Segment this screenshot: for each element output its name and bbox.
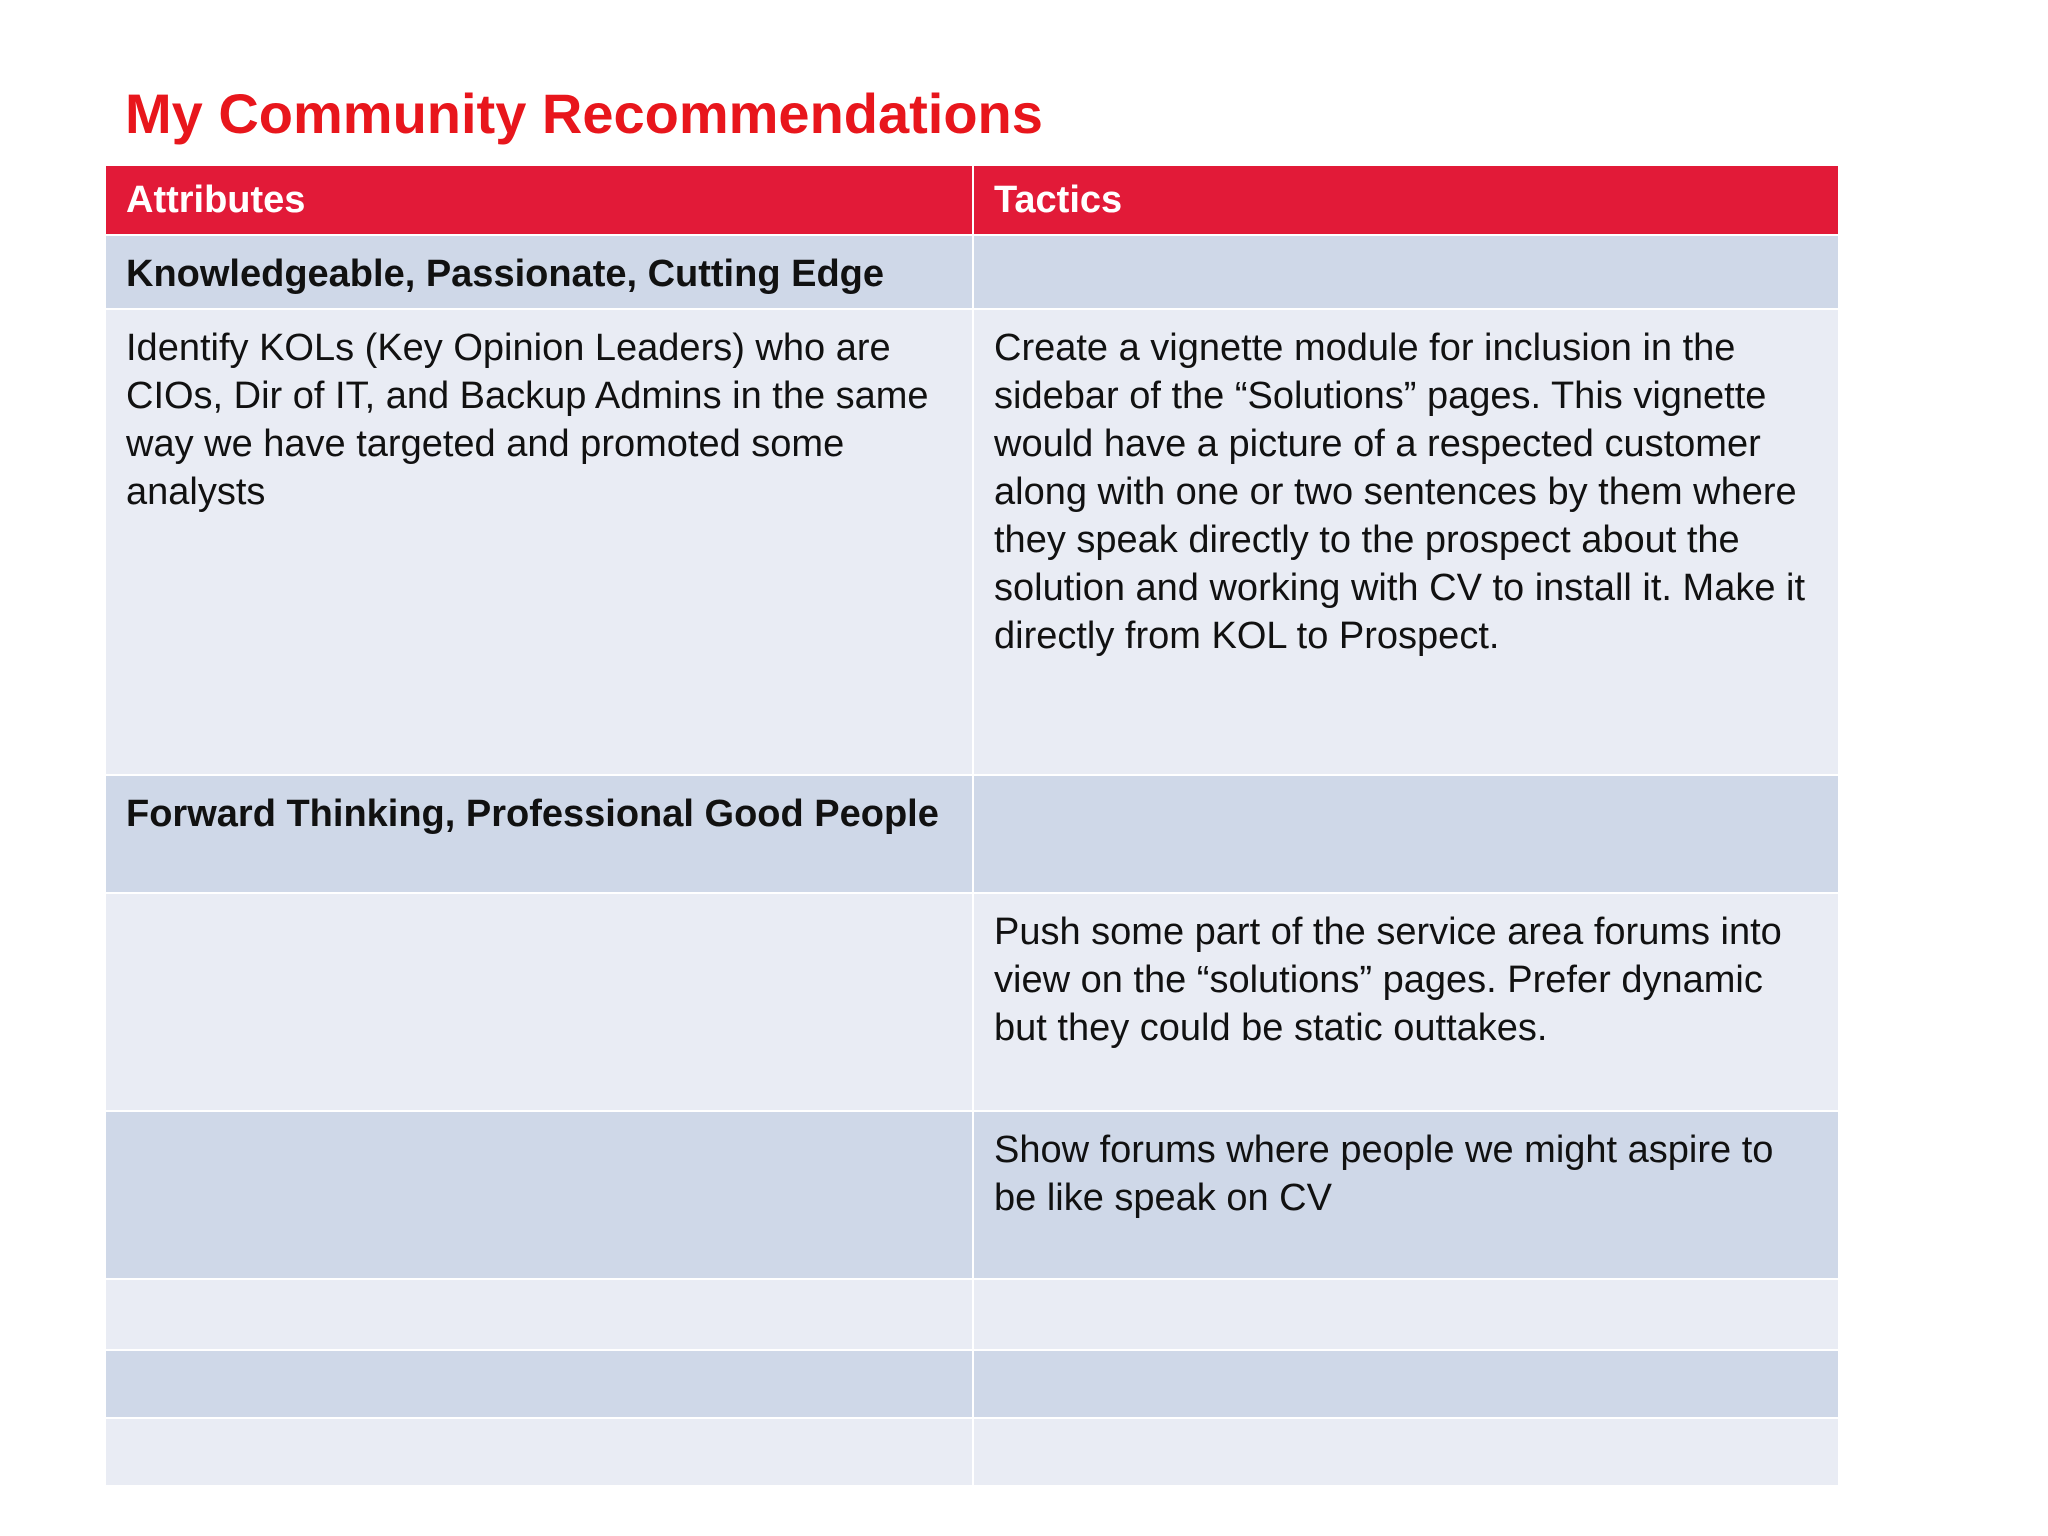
attribute-cell bbox=[105, 1279, 973, 1350]
table-row bbox=[105, 235, 1839, 309]
tactic-cell bbox=[973, 235, 1839, 309]
table-row bbox=[105, 775, 1839, 893]
table-row bbox=[105, 309, 1839, 775]
tactic-cell bbox=[973, 775, 1839, 893]
table-row bbox=[105, 893, 1839, 1111]
header-attributes: Attributes bbox=[105, 165, 973, 235]
table-row bbox=[105, 1350, 1839, 1418]
header-tactics: Tactics bbox=[973, 165, 1839, 235]
tactic-cell: Show forums where people we might aspire to be like speak on CV bbox=[973, 1111, 1839, 1279]
attribute-cell: Identify KOLs (Key Opinion Leaders) who are CIOs, Dir of IT, and Backup Admins in the same way we have targeted and promoted some analysts bbox=[105, 309, 973, 775]
table-row bbox=[105, 1279, 1839, 1350]
slide-title: My Community Recommendations bbox=[125, 82, 1043, 145]
table-row bbox=[105, 1111, 1839, 1279]
tactic-cell bbox=[973, 1279, 1839, 1350]
attribute-cell: Knowledgeable, Passionate, Cutting Edge bbox=[105, 235, 973, 309]
table-row bbox=[105, 1418, 1839, 1486]
recommendations-table-container bbox=[104, 164, 1838, 1487]
tactic-cell: Push some part of the service area forums into view on the “solutions” pages. Prefer dynamic but they could be static outtakes. bbox=[973, 893, 1839, 1111]
tactic-cell: Create a vignette module for inclusion in the sidebar of the “Solutions” pages. This vignette would have a picture of a respected customer along with one or two sentences by them where they speak directly to the prospect about the solution and working with CV to install it. Make it directly from KOL to Prospect. bbox=[973, 309, 1839, 775]
attribute-cell bbox=[105, 893, 973, 1111]
table-header-row bbox=[105, 165, 1839, 235]
recommendations-table bbox=[104, 164, 1840, 1487]
tactic-cell bbox=[973, 1350, 1839, 1418]
attribute-cell bbox=[105, 1418, 973, 1486]
attribute-cell: Forward Thinking, Professional Good People bbox=[105, 775, 973, 893]
attribute-cell bbox=[105, 1111, 973, 1279]
tactic-cell bbox=[973, 1418, 1839, 1486]
attribute-cell bbox=[105, 1350, 973, 1418]
